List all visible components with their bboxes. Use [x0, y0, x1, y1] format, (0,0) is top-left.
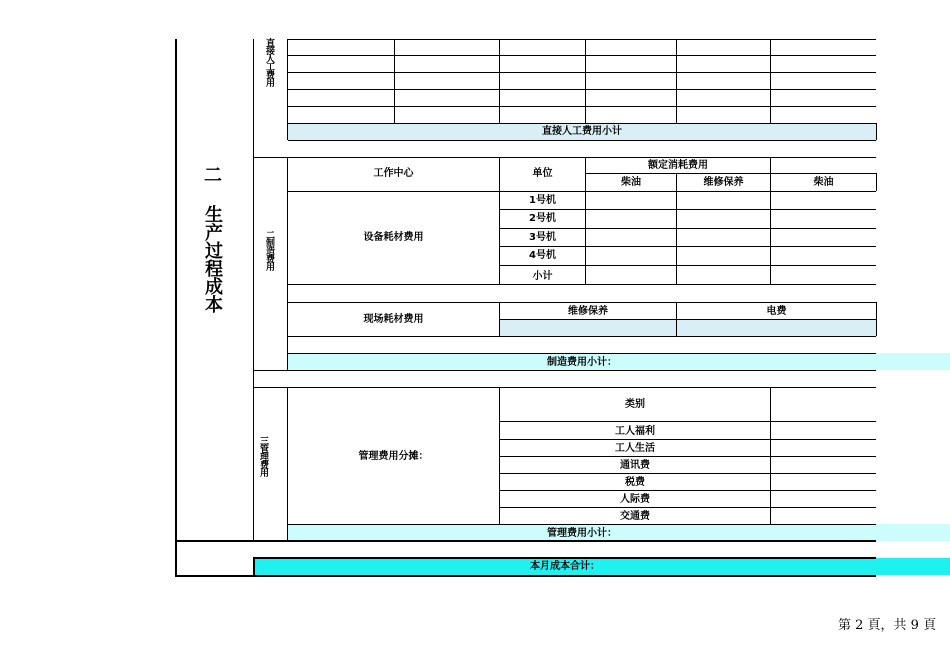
rated-cost-header: 额定消耗费用	[648, 160, 708, 171]
unit-header: 单位	[532, 168, 553, 179]
mfg-col	[585, 157, 586, 284]
labor-row-line	[288, 123, 876, 124]
mgmt-col	[770, 387, 771, 524]
mfg-row-line	[288, 302, 876, 303]
page-number: 第 2 頁，共 9 頁	[838, 618, 937, 633]
diesel-header: 柴油	[621, 177, 641, 188]
labor-row-line	[288, 106, 876, 107]
mfg-col-right	[876, 302, 877, 336]
category-header: 类别	[625, 399, 645, 410]
total-top-border	[175, 540, 876, 542]
mgmt-row-line	[500, 507, 876, 508]
mfg-row-line	[288, 336, 876, 337]
labor-label: 直接人工费用	[264, 38, 274, 86]
mfg-row-line	[288, 353, 876, 354]
labor-row-line	[288, 89, 876, 90]
mgmt-item-1: 工人福利	[615, 426, 655, 437]
mgmt-item-5: 人际费	[620, 494, 650, 505]
mgmt-item-4: 税费	[625, 477, 645, 488]
manufacturing-label: 二制造费用	[264, 230, 274, 270]
electricity-header: 电费	[766, 306, 787, 317]
mfg-col	[770, 157, 771, 284]
mgmt-row-line	[500, 490, 876, 491]
mfg-row-line	[499, 265, 876, 266]
section-number: 二	[204, 165, 222, 186]
labor-row-line	[288, 39, 876, 40]
machine-subtotal: 小计	[532, 271, 553, 282]
mgmt-row-line	[500, 421, 876, 422]
labor-col	[770, 39, 771, 123]
mfg-col	[676, 173, 677, 284]
labor-subtotal: 直接人工费用小计	[542, 126, 622, 137]
col-section	[253, 39, 254, 541]
total-mid-border	[254, 557, 876, 559]
site-values-fill	[500, 319, 876, 336]
mgmt-row-line	[288, 524, 876, 525]
machine-1: 1号机	[529, 195, 556, 206]
labor-col	[499, 39, 500, 123]
labor-row-line	[288, 72, 876, 73]
mgmt-row-line	[500, 439, 876, 440]
site-cost-label: 现场耗材费用	[363, 314, 424, 325]
maintenance-header: 维修保养	[703, 177, 744, 188]
mfg-row-line	[499, 246, 876, 247]
diesel-header-2: 柴油	[813, 177, 834, 188]
section-title: 生产过程成本	[202, 205, 223, 313]
machine-4: 4号机	[529, 250, 556, 261]
col-group-3	[287, 387, 288, 541]
management-allocation-label: 管理费用分摊：	[358, 451, 429, 462]
labor-col	[394, 39, 395, 123]
col-group-2	[287, 157, 288, 370]
labor-col-right	[876, 123, 877, 140]
manufacturing-subtotal: 制造费用小计：	[547, 357, 617, 368]
month-total: 本月成本合计：	[530, 561, 600, 572]
mfg-row-line	[254, 370, 876, 371]
labor-row-line	[288, 140, 876, 141]
machine-2: 2号机	[529, 213, 556, 224]
mfg-row-line	[500, 319, 876, 320]
mfg-row-line	[499, 228, 876, 229]
equipment-cost-label: 设备耗材费用	[363, 232, 424, 243]
mfg-header-line	[585, 173, 876, 174]
machine-3: 3号机	[529, 232, 556, 243]
bottom-border	[175, 575, 876, 577]
mfg-row-line	[288, 284, 876, 285]
mfg-row-line	[499, 209, 876, 210]
left-border	[175, 39, 177, 577]
management-subtotal: 管理费用小计：	[547, 528, 617, 539]
work-center-header: 工作中心	[373, 168, 414, 179]
gap-line	[254, 157, 876, 158]
mgmt-item-2: 工人生活	[615, 443, 655, 454]
labor-col	[585, 39, 586, 123]
labor-col	[676, 39, 677, 123]
mfg-row-line	[254, 387, 876, 388]
mgmt-item-3: 通讯费	[620, 460, 650, 471]
site-maintenance-header: 维修保养	[568, 306, 608, 317]
mgmt-row-line	[500, 473, 876, 474]
mgmt-row-line	[500, 456, 876, 457]
mgmt-item-6: 交通费	[620, 511, 650, 522]
mfg-col-right	[876, 173, 877, 191]
mfg-row-line	[288, 191, 876, 192]
labor-row-line	[288, 55, 876, 56]
management-label: 三管理费用	[258, 436, 268, 476]
